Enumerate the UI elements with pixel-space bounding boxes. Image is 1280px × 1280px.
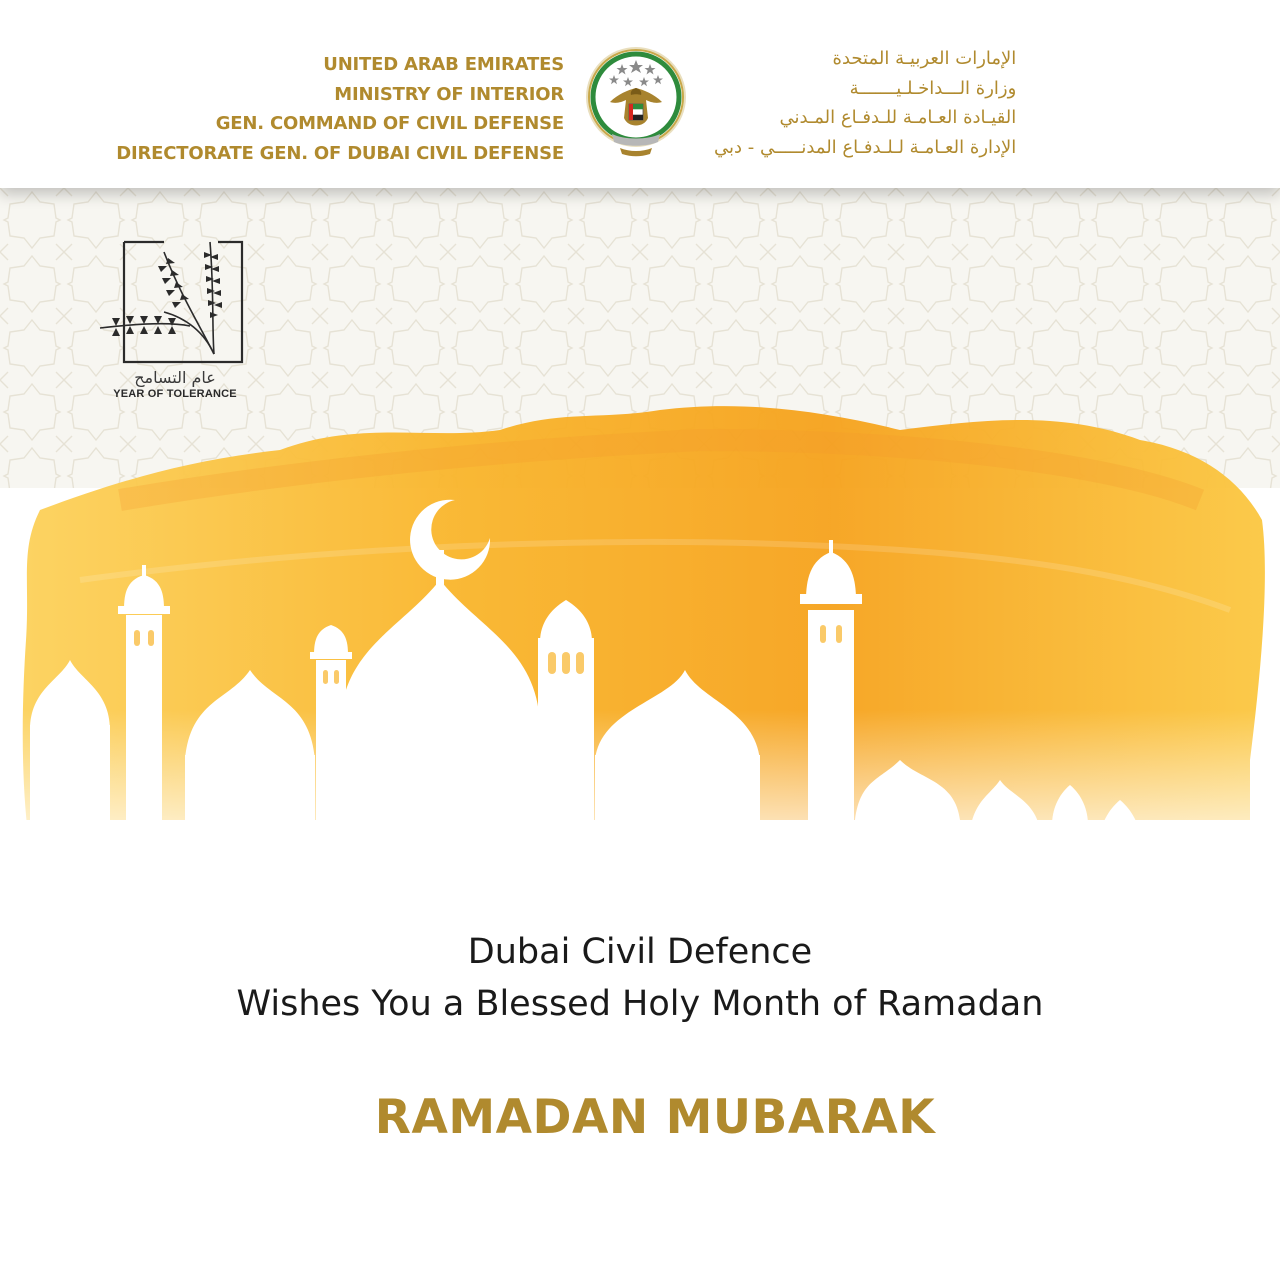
year-label-english: YEAR OF TOLERANCE xyxy=(113,388,237,400)
year-label-arabic: عام التسامح xyxy=(134,368,216,387)
greeting-line-2: Wishes You a Blessed Holy Month of Ramadan xyxy=(236,984,1044,1024)
org-ar-line-2: وزارة الـــداخـلـيـــــــة xyxy=(849,77,1017,99)
org-line-3: GEN. COMMAND OF CIVIL DEFENSE xyxy=(215,113,564,134)
greeting-message xyxy=(0,926,1280,1030)
org-line-2: MINISTRY OF INTERIOR xyxy=(334,83,564,105)
uae-falcon-emblem-icon xyxy=(582,44,690,160)
org-ar-line-1: الإمارات العربيـة المتحدة xyxy=(832,48,1017,69)
greeting-line-1: Dubai Civil Defence xyxy=(467,932,813,972)
header-bar xyxy=(0,0,1280,188)
ramadan-mubarak-headline: RAMADAN MUBARAK xyxy=(374,1090,936,1145)
org-name-english xyxy=(116,50,564,168)
org-ar-line-3: القيـادة العـامـة للـدفـاع المـدني xyxy=(779,107,1017,128)
org-line-4: DIRECTORATE GEN. OF DUBAI CIVIL DEFENSE xyxy=(116,142,564,164)
ramadan-banner xyxy=(0,380,1280,880)
org-name-arabic xyxy=(714,44,1016,162)
org-line-1: UNITED ARAB EMIRATES xyxy=(323,54,564,75)
org-ar-line-4: الإدارة العـامـة لـلـدفـاع المدنـــــي - دبي xyxy=(714,136,1017,158)
